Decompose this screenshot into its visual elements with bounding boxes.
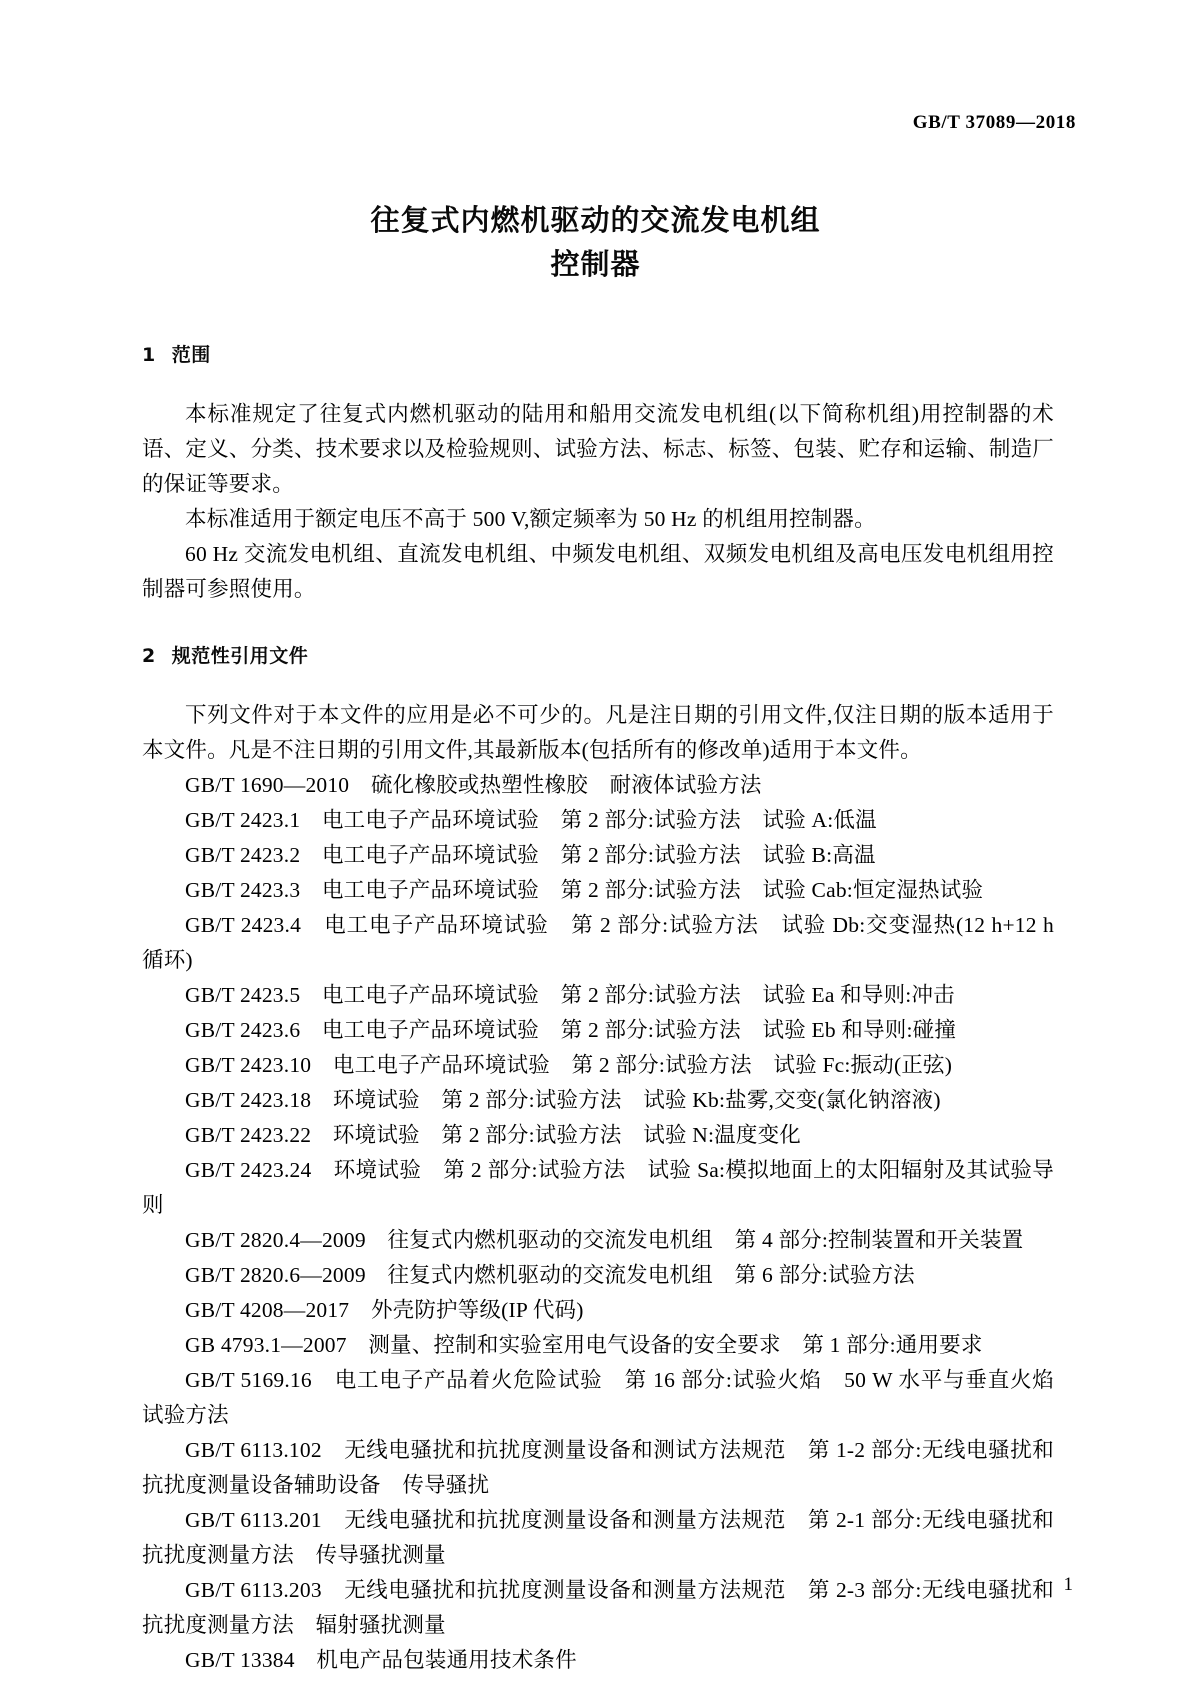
reference-item: GB/T 2423.24 环境试验 第 2 部分:试验方法 试验 Sa:模拟地面上的太阳辐射及其试验导则 [142, 1158, 1054, 1217]
reference-item: GB/T 1690—2010 硫化橡胶或热塑性橡胶 耐液体试验方法 [185, 773, 762, 797]
title-line-2: 控制器 [550, 247, 641, 281]
reference-item: GB/T 2423.4 电工电子产品环境试验 第 2 部分:试验方法 试验 Db:交变湿热(12 h+12 h 循环) [142, 913, 1054, 972]
reference-item: GB/T 13384 机电产品包装通用技术条件 [185, 1648, 577, 1672]
reference-item: GB/T 2423.22 环境试验 第 2 部分:试验方法 试验 N:温度变化 [185, 1123, 801, 1147]
reference-item: GB/T 4208—2017 外壳防护等级(IP 代码) [185, 1298, 584, 1322]
clause-heading-1 [142, 340, 1054, 367]
reference-item: GB/T 2423.1 电工电子产品环境试验 第 2 部分:试验方法 试验 A:低温 [185, 808, 877, 832]
reference-item: GB/T 2423.18 环境试验 第 2 部分:试验方法 试验 Kb:盐雾,交变(氯化钠溶液) [185, 1088, 941, 1112]
document-title [0, 198, 1191, 286]
document-body [142, 340, 1054, 1678]
clause-heading-2 [142, 641, 1054, 668]
normative-reference-list [142, 768, 1054, 1678]
clause-2-paragraph-1: 下列文件对于本文件的应用是必不可少的。凡是注日期的引用文件,仅注日期的版本适用于本文件。凡是不注日期的引用文件,其最新版本(包括所有的修改单)适用于本文件。 [142, 703, 1054, 762]
clause-number-1: 1 [142, 344, 156, 366]
reference-item: GB/T 2820.6—2009 往复式内燃机驱动的交流发电机组 第 6 部分:试验方法 [185, 1263, 915, 1287]
reference-item: GB/T 2820.4—2009 往复式内燃机驱动的交流发电机组 第 4 部分:控制装置和开关装置 [185, 1228, 1024, 1252]
reference-item: GB 4793.1—2007 测量、控制和实验室用电气设备的安全要求 第 1 部分:通用要求 [185, 1333, 983, 1357]
running-header-standard-number: GB/T 37089—2018 [912, 112, 1076, 133]
clause-title-2: 规范性引用文件 [171, 645, 309, 667]
clause-1-paragraph-2: 本标准适用于额定电压不高于 500 V,额定频率为 50 Hz 的机组用控制器。 [185, 507, 876, 531]
reference-item: GB/T 2423.3 电工电子产品环境试验 第 2 部分:试验方法 试验 Cab:恒定湿热试验 [185, 878, 984, 902]
clause-1-paragraph-3: 60 Hz 交流发电机组、直流发电机组、中频发电机组、双频发电机组及高电压发电机组用控制器可参照使用。 [142, 542, 1054, 601]
reference-item: GB/T 2423.10 电工电子产品环境试验 第 2 部分:试验方法 试验 Fc:振动(正弦) [185, 1053, 953, 1077]
reference-item: GB/T 6113.102 无线电骚扰和抗扰度测量设备和测试方法规范 第 1-2 部分:无线电骚扰和抗扰度测量设备辅助设备 传导骚扰 [142, 1438, 1054, 1497]
reference-item: GB/T 2423.2 电工电子产品环境试验 第 2 部分:试验方法 试验 B:高温 [185, 843, 876, 867]
reference-item: GB/T 5169.16 电工电子产品着火危险试验 第 16 部分:试验火焰 50 W 水平与垂直火焰试验方法 [142, 1368, 1054, 1427]
title-line-1: 往复式内燃机驱动的交流发电机组 [370, 203, 821, 237]
reference-item: GB/T 2423.6 电工电子产品环境试验 第 2 部分:试验方法 试验 Eb 和导则:碰撞 [185, 1018, 957, 1042]
reference-item: GB/T 2423.5 电工电子产品环境试验 第 2 部分:试验方法 试验 Ea 和导则:冲击 [185, 983, 955, 1007]
reference-item: GB/T 6113.203 无线电骚扰和抗扰度测量设备和测量方法规范 第 2-3 部分:无线电骚扰和抗扰度测量方法 辐射骚扰测量 [142, 1578, 1054, 1637]
page-number: 1 [1063, 1574, 1073, 1595]
clause-1-paragraph-1: 本标准规定了往复式内燃机驱动的陆用和船用交流发电机组(以下简称机组)用控制器的术语、定义、分类、技术要求以及检验规则、试验方法、标志、标签、包装、贮存和运输、制造厂的保证等要求。 [142, 402, 1054, 496]
clause-title-1: 范围 [171, 344, 211, 366]
clause-number-2: 2 [142, 645, 156, 667]
reference-item: GB/T 6113.201 无线电骚扰和抗扰度测量设备和测量方法规范 第 2-1 部分:无线电骚扰和抗扰度测量方法 传导骚扰测量 [142, 1508, 1054, 1567]
